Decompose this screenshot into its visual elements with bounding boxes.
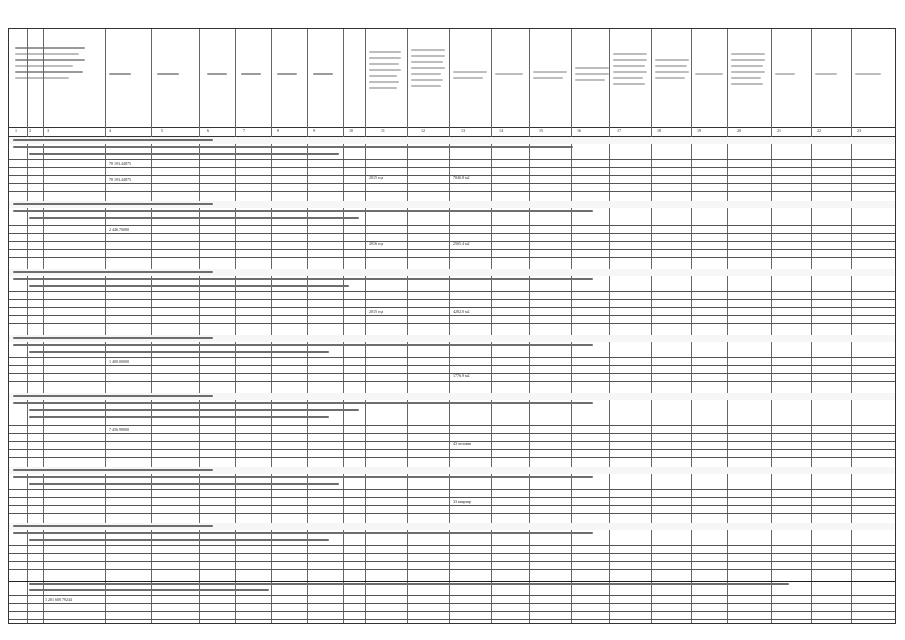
table-row [9, 257, 895, 258]
table-row [9, 323, 895, 324]
illegible-text-placeholder [29, 217, 359, 219]
table-row [9, 505, 895, 506]
illegible-text-placeholder [411, 67, 445, 69]
illegible-text-placeholder [15, 65, 73, 67]
table-row [9, 373, 895, 374]
illegible-text-placeholder [731, 65, 763, 67]
column-number-10: 10 [349, 128, 353, 133]
column-border [727, 29, 728, 623]
column-number-4: 4 [109, 128, 111, 133]
table-row [9, 569, 895, 570]
illegible-text-placeholder [29, 483, 339, 485]
cell-value: 2015 год [369, 309, 384, 314]
column-number-13: 13 [461, 128, 465, 133]
illegible-text-placeholder [411, 79, 443, 81]
column-number-22: 22 [817, 128, 821, 133]
illegible-text-placeholder [775, 73, 795, 75]
table-row [9, 619, 895, 620]
illegible-text-placeholder [29, 589, 269, 591]
illegible-text-placeholder [655, 71, 689, 73]
illegible-text-placeholder [613, 53, 647, 55]
illegible-text-placeholder [13, 476, 593, 478]
column-number-8: 8 [277, 128, 279, 133]
cell-value: 78 193.44875 [109, 177, 131, 182]
illegible-text-placeholder [369, 63, 399, 65]
table-row [9, 603, 895, 604]
illegible-text-placeholder [731, 59, 765, 61]
column-number-3: 3 [47, 128, 49, 133]
illegible-text-placeholder [731, 77, 761, 79]
illegible-text-placeholder [13, 146, 573, 148]
table-row [9, 497, 895, 498]
column-number-20: 20 [737, 128, 741, 133]
column-number-11: 11 [381, 128, 385, 133]
table-row [9, 545, 895, 546]
illegible-text-placeholder [453, 71, 487, 73]
illegible-text-placeholder [369, 81, 399, 83]
illegible-text-placeholder [241, 73, 261, 75]
table-row [9, 299, 895, 300]
table-row [9, 191, 895, 192]
illegible-text-placeholder [29, 153, 339, 155]
illegible-text-placeholder [731, 53, 765, 55]
column-border [609, 29, 610, 623]
illegible-text-placeholder [29, 409, 359, 411]
illegible-text-placeholder [207, 73, 227, 75]
column-border [691, 29, 692, 623]
illegible-text-placeholder [13, 395, 213, 397]
illegible-text-placeholder [369, 75, 397, 77]
illegible-text-placeholder [369, 57, 401, 59]
cell-value: 2565.4 м2 [453, 241, 470, 246]
table-row [9, 241, 895, 242]
illegible-text-placeholder [13, 203, 213, 205]
column-number-7: 7 [243, 128, 245, 133]
illegible-text-placeholder [13, 469, 213, 471]
cell-value: 2 446.70000 [109, 227, 129, 232]
table-row [9, 449, 895, 450]
cell-value: 78 193.44875 [109, 161, 131, 166]
illegible-text-placeholder [855, 73, 881, 75]
illegible-text-placeholder [411, 85, 441, 87]
column-number-17: 17 [617, 128, 621, 133]
illegible-text-placeholder [157, 73, 179, 75]
illegible-text-placeholder [29, 416, 329, 418]
illegible-text-placeholder [13, 532, 593, 534]
illegible-text-placeholder [655, 77, 685, 79]
column-number-1: 1 [15, 128, 17, 133]
illegible-text-placeholder [411, 61, 443, 63]
column-number-2: 2 [29, 128, 31, 133]
illegible-text-placeholder [411, 73, 441, 75]
illegible-text-placeholder [369, 69, 401, 71]
illegible-text-placeholder [613, 71, 647, 73]
illegible-text-placeholder [13, 278, 593, 280]
column-number-21: 21 [777, 128, 781, 133]
illegible-text-placeholder [411, 55, 445, 57]
table-row [9, 561, 895, 562]
illegible-text-placeholder [575, 73, 609, 75]
column-number-9: 9 [313, 128, 315, 133]
illegible-text-placeholder [13, 402, 593, 404]
document-table [8, 28, 896, 624]
illegible-text-placeholder [613, 59, 647, 61]
column-number-19: 19 [697, 128, 701, 133]
cell-value: 1776.9 м2 [453, 373, 470, 378]
table-row [9, 425, 895, 426]
illegible-text-placeholder [15, 77, 69, 79]
table-row [9, 365, 895, 366]
illegible-text-placeholder [13, 139, 213, 141]
illegible-text-placeholder [613, 83, 645, 85]
illegible-text-placeholder [29, 285, 349, 287]
cell-value: 1 201 600 79244 [45, 597, 72, 602]
table-row [9, 489, 895, 490]
table-row [9, 225, 895, 226]
column-border [771, 29, 772, 623]
illegible-text-placeholder [29, 539, 329, 541]
illegible-text-placeholder [815, 73, 837, 75]
table-row [9, 441, 895, 442]
illegible-text-placeholder [655, 59, 689, 61]
illegible-text-placeholder [695, 73, 723, 75]
illegible-text-placeholder [15, 53, 79, 55]
illegible-text-placeholder [13, 344, 593, 346]
column-number-14: 14 [499, 128, 503, 133]
cell-value: 2016 год [369, 241, 384, 246]
illegible-text-placeholder [411, 49, 445, 51]
table-row [9, 183, 895, 184]
illegible-text-placeholder [369, 51, 401, 53]
illegible-text-placeholder [13, 210, 593, 212]
column-border [851, 29, 852, 623]
column-number-23: 23 [857, 128, 861, 133]
illegible-text-placeholder [613, 65, 645, 67]
column-number-12: 12 [421, 128, 425, 133]
cell-value: 7846.8 м2 [453, 175, 470, 180]
illegible-text-placeholder [15, 71, 83, 73]
illegible-text-placeholder [533, 71, 567, 73]
illegible-text-placeholder [369, 87, 397, 89]
cell-value: 1 400.00000 [109, 359, 129, 364]
illegible-text-placeholder [109, 73, 131, 75]
table-row [9, 581, 895, 582]
illegible-text-placeholder [575, 79, 605, 81]
table-row [9, 433, 895, 434]
column-number-18: 18 [657, 128, 661, 133]
column-border [811, 29, 812, 623]
column-number-15: 15 [539, 128, 543, 133]
cell-value: 33 квартир [453, 499, 472, 504]
cell-value: 2015 год [369, 175, 384, 180]
table-row [9, 513, 895, 514]
illegible-text-placeholder [313, 73, 333, 75]
cell-value: 4282.0 м2 [453, 309, 470, 314]
table-row [9, 457, 895, 458]
illegible-text-placeholder [655, 65, 687, 67]
illegible-text-placeholder [575, 67, 609, 69]
table-row [9, 175, 895, 176]
cell-value: 43 человек [453, 441, 472, 446]
illegible-text-placeholder [13, 271, 213, 273]
illegible-text-placeholder [29, 351, 329, 353]
illegible-text-placeholder [277, 73, 297, 75]
illegible-text-placeholder [731, 71, 765, 73]
table-row [9, 315, 895, 316]
illegible-text-placeholder [453, 77, 483, 79]
cell-value: 7 456.99000 [109, 427, 129, 432]
illegible-text-placeholder [15, 47, 85, 49]
illegible-text-placeholder [15, 59, 85, 61]
column-border [651, 29, 652, 623]
illegible-text-placeholder [731, 83, 763, 85]
illegible-text-placeholder [13, 525, 213, 527]
table-row [9, 167, 895, 168]
illegible-text-placeholder [495, 73, 523, 75]
table-row [9, 291, 895, 292]
illegible-text-placeholder [533, 77, 563, 79]
illegible-text-placeholder [29, 583, 789, 585]
table-row [9, 159, 895, 160]
column-number-5: 5 [161, 128, 163, 133]
column-number-16: 16 [577, 128, 581, 133]
illegible-text-placeholder [613, 77, 643, 79]
table-row [9, 595, 895, 596]
table-row [9, 357, 895, 358]
column-number-row [9, 127, 895, 137]
table-row [9, 249, 895, 250]
column-number-6: 6 [207, 128, 209, 133]
table-row [9, 381, 895, 382]
table-row [9, 553, 895, 554]
illegible-text-placeholder [13, 337, 213, 339]
table-row [9, 233, 895, 234]
table-row [9, 611, 895, 612]
table-row [9, 307, 895, 308]
